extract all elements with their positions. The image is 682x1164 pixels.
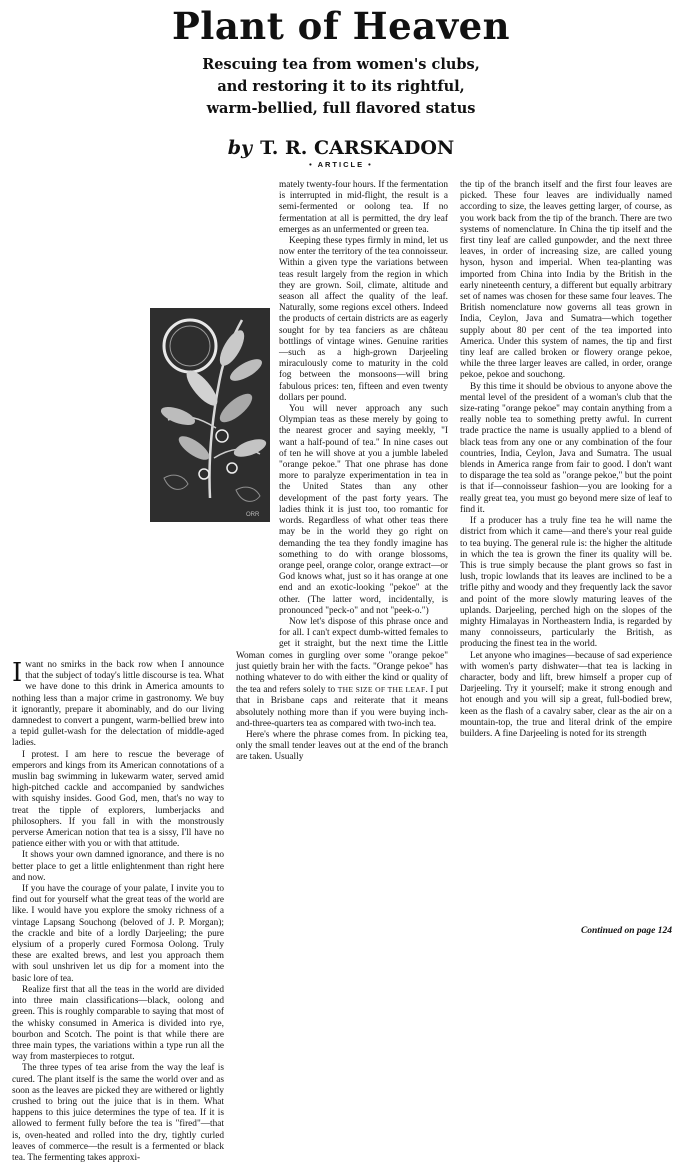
paragraph-text: . I put that in Brisbane caps and reiterate that it means absolutely nothing more than if you were buying inch-and-three-quarters tea as compared with two-inch tea. (236, 685, 448, 729)
paragraph-text: Here's where the phrase comes from. In picking tea, only the small tender leaves out at the end of the branch are taken. Usually (236, 729, 448, 763)
article-title: Plant of Heaven (171, 4, 511, 48)
article-subtitle (120, 54, 562, 120)
text-column-1 (12, 180, 224, 1163)
paragraph-text: the tip of the branch itself and the first four leaves are picked. These four leaves are individually named according to size, the leaves getting larger, of course, as you work back from the tip of the branch. There are two systems of nomenclature. In China the tip itself and the first tiny leaf are called gunpowder, and the next three leaves, in order of increasing size, are called young hyson, hyson and imperial. When tea-planting was imported from China into India by the British in the early nineteenth century, a different but equally arbitrary set of names was chosen for these same four leaves. The British nomenclature now governs all teas grown in India, Ceylon, Java and Sumatra—which together supply about 80 per cent of the tea imported into America. Under this system of names, the tip and first tiny leaf are called broken or flowery orange pekoe, while the three larger leaves are called, in order, orange pekoe, pekoe and souchong. (460, 180, 672, 381)
article-label: • ARTICLE • (309, 160, 373, 169)
paragraph-text: The three types of tea arise from the way the leaf is cured. The plant itself is the same the world over and as soon as the leaves are picked they are withered or lightly crushed to bring out the juice that is in them. What happens to this juice determines the type of tea. If it is allowed to ferment fully before the tea is "fired"—that is, oven-heated and rolled into the dry, tightly curled leaves of commerce—the result is a fermented or black tea. The fermenting takes approxi- (12, 1063, 224, 1163)
article-paragraph (460, 651, 672, 741)
byline-by: by (227, 137, 253, 159)
article-paragraph (460, 516, 672, 650)
article-paragraph (12, 985, 224, 1063)
paragraph-text: By this time it should be obvious to anyone above the mental level of the president of a woman's club that the size-rating "orange pekoe" may contain anything from a really noble tea to something pretty awful. In current trade practice the name is usually applied to a blend of black teas from any one or any combination of the four countries, India, Ceylon, Java and Sumatra. The usual blends in America range from fair to good. I don't want to disparage the tea sold as "orange pekoe," but the point is that if—connoisseur fashion—you are looking for a really great tea, you must go beyond mere size of leaf to find it. (460, 381, 672, 515)
paragraph-text: mately twenty-four hours. If the fermentation is interrupted in mid-flight, the result is a semi-fermented or oolong tea. If no fermentation at all is permitted, the dry leaf emerges as an unfermented or green tea. (279, 180, 448, 235)
paragraph-text: want no smirks in the back row when I announce that the subject of today's little discourse is tea. What we have done to this drink in America amounts to nothing less than a major crime in gastronomy. We buy it ignorantly, prepare it abominably, and do our living damnedest to convert a pungent, warm-bellied brew into a tepid gullet-wash for the delectation of middle-aged ladies. (12, 660, 224, 749)
paragraph-text: Now let's dispose of this phrase once and for all. I can't expect dumb-witted females to get it straight, but the next time the Little Woman comes in gurgling over some "orange pekoe" just quietly brain her with the facts. "Orange pekoe" has nothing whatever to do with either the kind or quality of the tea and refers solely to (236, 616, 448, 696)
continued-note: Continued on page 124 (580, 926, 672, 936)
subtitle-line: warm-bellied, full flavored status (206, 100, 476, 117)
artist-signature: ORR (246, 512, 260, 518)
article-paragraph (12, 1063, 224, 1164)
article-paragraph (460, 382, 672, 516)
tea-plant-illustration (150, 308, 270, 522)
drop-cap: I (12, 658, 23, 688)
text-column-3 (460, 180, 672, 925)
paragraph-text: It shows your own damned ignorance, and there is no better place to get a little enlightenment than right here and now. (12, 850, 224, 883)
text-column-2 (236, 180, 448, 925)
subtitle-line: Rescuing tea from women's clubs, (202, 56, 480, 73)
small-caps-text: THE SIZE OF THE LEAF (337, 685, 426, 695)
paragraph-text: You will never approach any such Olympian teas as these merely by going to the nearest grocer and saying meekly, "I want a half-pound of tea." In nine cases out of ten he will shove at you a jumble labeled "orange pekoe." That one phrase has done more to paralyze experimentation in tea in the United States than any other development of the past forty years. The ladies think it is just too, too romantic for words. Regardless of what other teas there may be in the world they go right on demanding the tea they fondly imagine has something to do with orange blossoms, orange peel, orange color, orange extract—or God knows what, just so it has orange at one end and an exotic-looking "pekoe" at the other. (The latter word, incidentally, is pronounced "peck-o" and not "peek-o.") (279, 404, 448, 616)
article-paragraph (12, 850, 224, 884)
paragraph-text: Let anyone who imagines—because of sad experience with women's party dishwater—that tea is lacking in character, body and lift, brew himself a proper cup of Darjeeling. Try it yourself; make it strong enough and hot enough and you will sip a great, full-bodied brew, keen as the flash of a cavalry saber, clear as the air on a mountain-top, the true and literal drink of the empire builders. A fine Darjeeling is noted for its strength (460, 650, 672, 739)
author-name: T. R. CARSKADON (260, 137, 455, 159)
paragraph-text: Realize first that all the teas in the world are divided into three main classifications—black, oolong and green. This is roughly comparable to saying that most of the whisky consumed in America is divided into rye, bourbon and Scotch. The point is that while there are three main types, the variations within a type run all the way from masterpieces to rotgut. (12, 984, 224, 1063)
article-paragraph (236, 730, 448, 764)
paragraph-text: If a producer has a truly fine tea he will name the district from which it came—and there's your real guide to tea buying. The general rule is: the higher the altitude in which the tea is grown the finer its quality will be. This is true simply because the plant grows so fast in lush, tropic lowlands that its leaves are inclined to be a trifle pithy and woody and they frequently lack the savor and point of the more slowly maturing leaves of the uplands. Darjeeling, perched high on the slopes of the mighty Himalayas in Northeastern India, is regarded by many connoisseurs, particularly the British, as producing the finest tea in the world. (460, 516, 672, 650)
byline (0, 136, 682, 160)
article-paragraph (460, 180, 672, 382)
paragraph-text: Keeping these types firmly in mind, let us now enter the territory of the tea connoisseur. Within a given type the variations between teas result largely from the region in which they are grown. Soil, climate, altitude and season all affect the quality of the leaf. Naturally, some regions excel others. Indeed the products of certain districts are as eagerly sought for by tea fanciers as are château bottlings of vintage wines. Genuine rarities—such as a high-grown Darjeeling miraculously come to maturity in the cold fog between the monsoons—will bring fabulous prices: ten, fifteen and even twenty dollars per pound. (279, 236, 448, 403)
tea-plant-drawing (150, 308, 270, 522)
article-paragraph (12, 884, 224, 985)
paragraph-text: I protest. I am here to rescue the beverage of emperors and kings from its American connotations of a muslin bag swimming in lukewarm water, served amid high-pitched cackle and accompanied by sandwiches with squishy insides. Good God, men, that's no way to treat the tipple of explorers, lumberjacks and philosophers. If you fall in with the monstrously perverse American notion that tea is a sissy, I'll have no patience either with you or with that attitude. (12, 749, 224, 850)
article-paragraph (12, 750, 224, 851)
article-paragraph (236, 180, 448, 236)
paragraph-text: If you have the courage of your palate, I invite you to find out for yourself what the great teas of the world are like. I would have you explore the smoky richness of a vintage Lapsang Souchong (beloved of J. P. Morgan); the crackle and bite of a lordly Darjeeling; the pure elysium of a properly cured Formosa Oolong. Truly these are exalted brews, and lest you approach them with soul unshriven let us dip for a moment into the basic lore of tea. (12, 884, 224, 984)
subtitle-line: and restoring it to its rightful, (217, 78, 465, 95)
